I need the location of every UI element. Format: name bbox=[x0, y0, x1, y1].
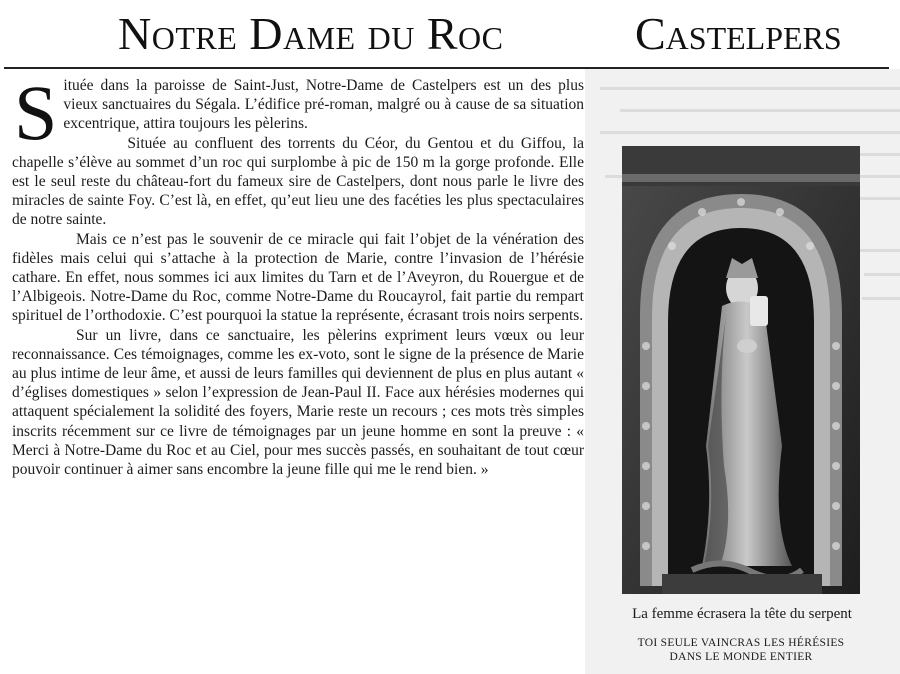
paragraph: Mais ce n’est pas le souvenir de ce miracle qui fait l’objet de la vénération des fidèles mais celui qui s’attache à la protection de Marie, contre l’invasion de l’hérésie cathare. En effet, nous sommes ici aux limites du Tarn et de l’Aveyron, du Rouergue et de l’Albigeois. Notre-Dame du Roc, comme Notre-Dame du Roucayrol, fait partie du rempart spirituel de l’orthodoxie. C’est pourquoi la statue la représente, écrasant trois noirs serpents. bbox=[12, 230, 584, 325]
paragraph-intro bbox=[12, 76, 584, 156]
bleed-through-line bbox=[864, 273, 900, 276]
bleed-through-line bbox=[620, 109, 900, 112]
place-title: Castelpers bbox=[635, 8, 842, 59]
bleed-through-line bbox=[600, 87, 900, 90]
motto-line: TOI SEULE VAINCRAS LES HÉRÉSIES bbox=[637, 637, 845, 649]
motto bbox=[610, 636, 872, 664]
bleed-through-line bbox=[600, 131, 900, 134]
photo-caption: La femme écrasera la tête du serpent bbox=[632, 606, 852, 622]
bleed-through-line bbox=[860, 249, 900, 252]
statue-illustration bbox=[622, 146, 860, 594]
virgin-statue-photo bbox=[622, 146, 860, 594]
motto-line: DANS LE MONDE ENTIER bbox=[669, 651, 813, 663]
article-body bbox=[12, 76, 584, 479]
drop-cap: S bbox=[14, 76, 58, 156]
article-title: Notre Dame du Roc bbox=[118, 8, 504, 59]
paragraph-text: ituée dans la paroisse de Saint-Just, Notre-Dame de Castelpers est un des plus vieux sanctuaires du Ségala. L’édifice pré-roman, malgré ou à cause de sa situation excentrique, attira toujours les pèlerins. bbox=[63, 77, 584, 133]
paragraph: Située au confluent des torrents du Céor, du Gentou et du Giffou, la chapelle s’élève au sommet d’un roc qui surplombe à pic de 150 m la gorge profonde. Elle est le seul reste du château-fort du fameux sire de Castelpers, dont nous parle le livre des miracles de sainte Foy. C’est là, en effet, qu’eut lieu une des facéties les plus spectaculaires de notre sainte. bbox=[12, 134, 584, 229]
paragraph: Sur un livre, dans ce sanctuaire, les pèlerins expriment leurs vœux ou leur reconnaissance. Ces témoignages, comme les ex-voto, sont le signe de la présence de Marie au plus intime de leur âme, et aussi de leurs familles qui deviennent de plus en plus autant « d’églises domestiques » selon l’expression de Jean-Paul II. Face aux hérésies modernes qui attaquent spécialement la solidité des foyers, Marie reste un recours ; ces mots très simples inscrits récemment sur ce livre de témoignages par un jeune homme en sont la preuve : « Merci à Notre-Dame du Roc et au Ciel, pour mes succès passés, en souhaitant de tout cœur pouvoir continuer à aimer sans encombre la jeune fille qui me le rend bien. » bbox=[12, 326, 584, 479]
bleed-through-line bbox=[862, 297, 900, 300]
